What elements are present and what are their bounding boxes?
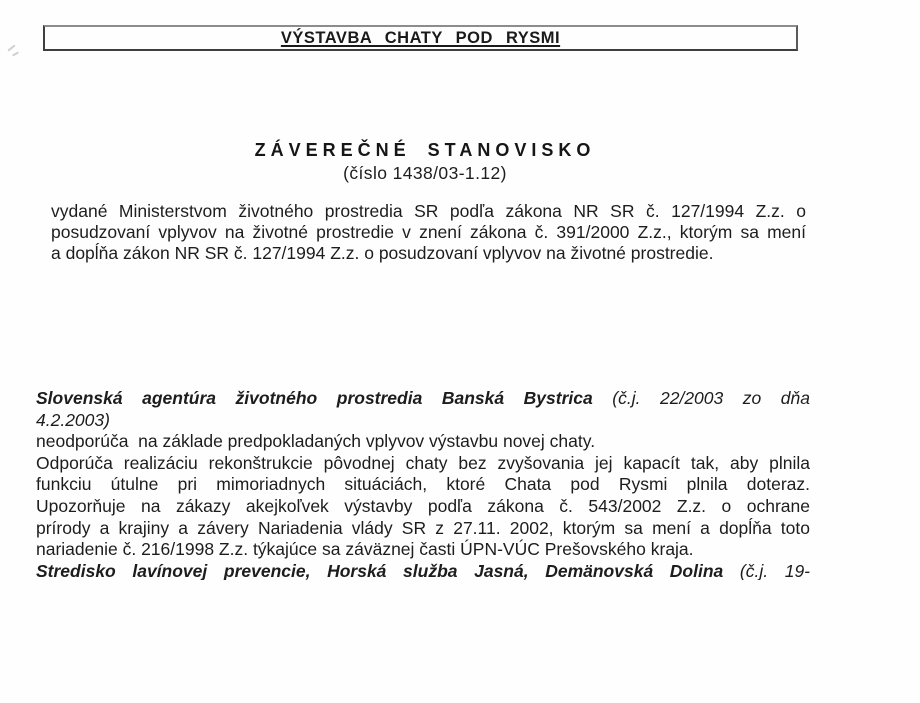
text-segment: Stredisko lavínovej prevencie, Horská služba Jasná, Demänovská Dolina bbox=[36, 560, 724, 580]
text-segment: (č.j. 22/2003 zo dňa bbox=[592, 388, 810, 408]
text-segment: prírody a krajiny a závery Nariadenia vlády SR z 27.11. 2002, ktorým sa mení a dopĺňa toto bbox=[36, 517, 810, 538]
text-segment: 4.2.2003) bbox=[36, 409, 110, 430]
text-line bbox=[36, 388, 810, 410]
text-line bbox=[36, 453, 810, 475]
text-line bbox=[51, 201, 806, 222]
text-segment: Odporúča realizáciu rekonštrukcie pôvodnej chaty bez zvyšovania jej kapacít tak, aby plnila bbox=[36, 452, 810, 473]
text-line bbox=[36, 561, 810, 580]
text-segment: Slovenská agentúra životného prostredia Banská Bystrica bbox=[36, 388, 593, 408]
text-segment: neodporúča na základe predpokladaných vplyvov výstavbu novej chaty. bbox=[36, 431, 596, 452]
text-line bbox=[36, 518, 810, 540]
text-line bbox=[51, 222, 806, 243]
text-segment: vydané Ministerstvom životného prostredia SR podľa zákona NR SR č. 127/1994 Z.z. o bbox=[51, 201, 806, 221]
document-header-title: VÝSTAVBA CHATY POD RYSMI bbox=[280, 29, 561, 47]
text-segment: nariadenie č. 216/1998 Z.z. týkajúce sa záväznej časti ÚPN-VÚC Prešovského kraja. bbox=[36, 539, 694, 560]
opinions-block bbox=[36, 388, 810, 580]
document-header-box bbox=[43, 25, 798, 51]
text-line bbox=[36, 539, 810, 561]
document-title: ZÁVEREČNÉ STANOVISKO bbox=[254, 140, 596, 160]
text-segment: Upozorňuje na zákazy akejkoľvek výstavby podľa zákona č. 543/2002 Z.z. o ochrane bbox=[36, 495, 810, 516]
text-segment: a dopĺňa zákon NR SR č. 127/1994 Z.z. o posudzovaní vplyvov na životné prostredie. bbox=[51, 242, 714, 263]
text-segment: funkciu útulne pri mimoriadnych situáciách, ktoré Chata pod Rysmi plnila doteraz. bbox=[36, 474, 810, 495]
text-segment: (č.j. 19- bbox=[723, 560, 810, 580]
scan-smudge bbox=[6, 44, 22, 58]
intro-paragraph bbox=[51, 201, 806, 263]
text-line bbox=[36, 474, 810, 496]
text-line bbox=[36, 410, 810, 432]
text-line bbox=[36, 496, 810, 518]
text-segment: posudzovaní vplyvov na životné prostredie v znení zákona č. 391/2000 Z.z., ktorým sa mení bbox=[51, 221, 806, 242]
document-number: (číslo 1438/03-1.12) bbox=[343, 163, 507, 183]
text-line bbox=[36, 431, 810, 453]
text-line bbox=[51, 243, 806, 264]
title-block bbox=[0, 140, 850, 184]
